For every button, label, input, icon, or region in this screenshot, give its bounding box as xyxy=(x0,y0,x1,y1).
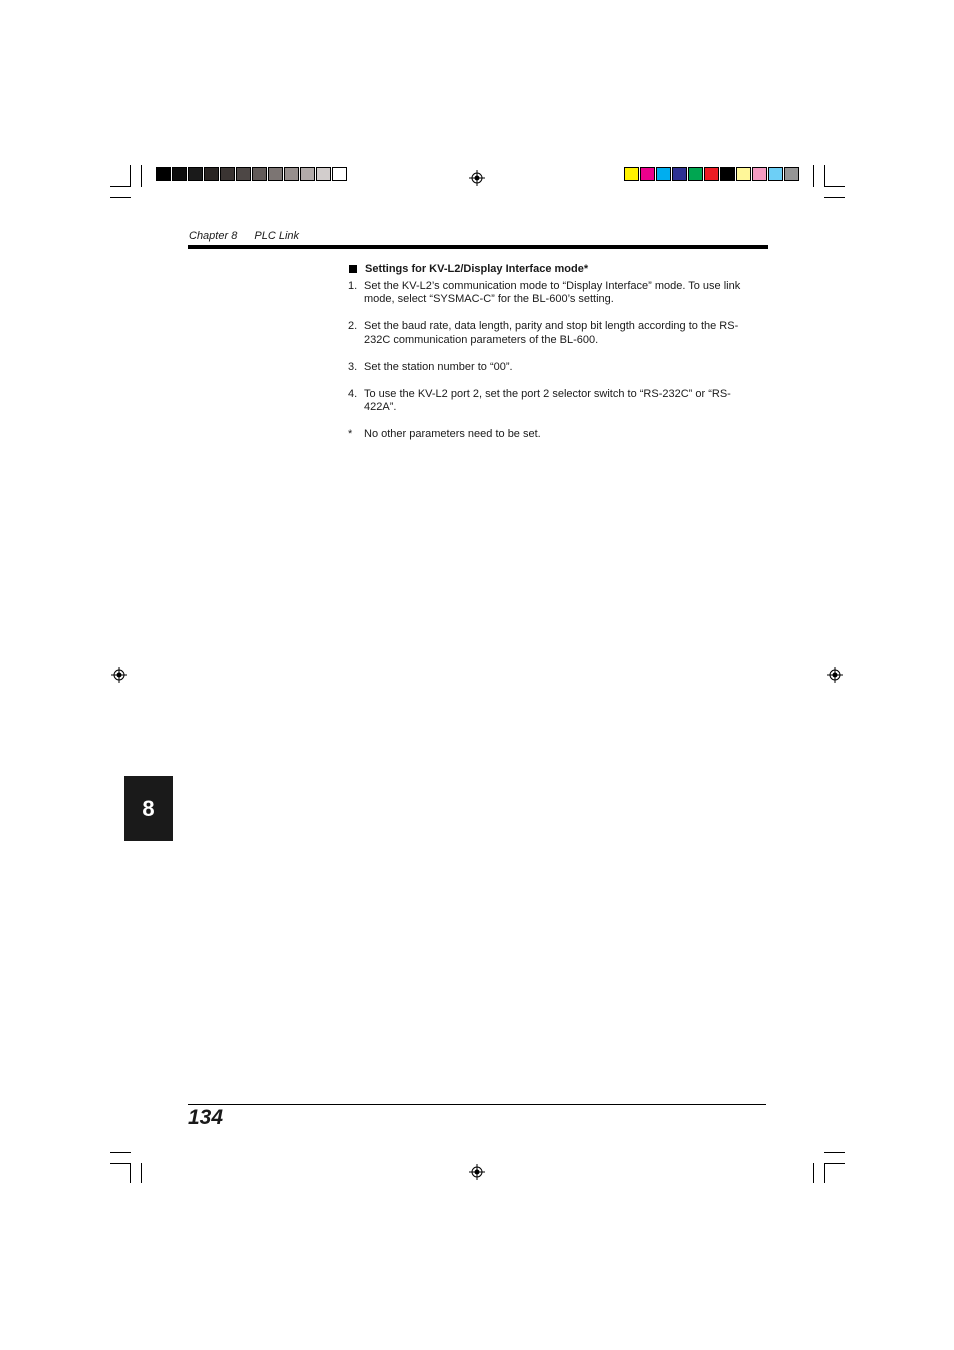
color-swatch xyxy=(316,167,331,181)
color-swatch xyxy=(268,167,283,181)
footnote-marker: * xyxy=(348,428,353,440)
list-item xyxy=(348,280,758,307)
footnote xyxy=(348,428,758,442)
crop-mark xyxy=(824,165,825,187)
color-swatch xyxy=(752,167,767,181)
color-swatch xyxy=(188,167,203,181)
crop-mark xyxy=(824,197,845,198)
header-section: PLC Link xyxy=(254,230,300,242)
registration-target-icon xyxy=(111,667,127,683)
crop-mark xyxy=(110,186,131,187)
color-swatch xyxy=(704,167,719,181)
header-chapter: Chapter 8 xyxy=(189,230,238,242)
crop-mark xyxy=(130,1163,131,1183)
color-swatch xyxy=(784,167,799,181)
grayscale-bar xyxy=(156,167,348,181)
heading-text: Settings for KV-L2/Display Interface mode* xyxy=(365,263,589,275)
item-number: 3. xyxy=(348,360,358,373)
crop-mark xyxy=(824,1152,845,1153)
header-rule xyxy=(188,245,768,249)
registration-target-icon xyxy=(469,170,485,186)
crop-mark xyxy=(141,165,142,187)
crop-mark xyxy=(813,1163,814,1183)
crop-mark xyxy=(110,197,131,198)
color-swatch xyxy=(236,167,251,181)
list-item xyxy=(348,388,758,415)
color-swatch xyxy=(672,167,687,181)
color-swatch xyxy=(688,167,703,181)
color-swatch xyxy=(156,167,171,181)
running-header xyxy=(189,230,313,242)
item-text: Set the station number to “00”. xyxy=(364,360,513,373)
color-bar xyxy=(624,167,800,181)
item-number: 4. xyxy=(348,387,358,400)
crop-mark xyxy=(824,186,845,187)
color-swatch xyxy=(656,167,671,181)
footer-rule xyxy=(188,1104,766,1105)
section-heading xyxy=(348,263,758,277)
square-bullet-icon xyxy=(349,265,357,273)
crop-mark xyxy=(110,1152,131,1153)
color-swatch xyxy=(204,167,219,181)
color-swatch xyxy=(172,167,187,181)
color-swatch xyxy=(624,167,639,181)
color-swatch xyxy=(720,167,735,181)
list-item xyxy=(348,361,758,375)
color-swatch xyxy=(284,167,299,181)
color-swatch xyxy=(300,167,315,181)
item-text: To use the KV-L2 port 2, set the port 2 selector switch to “RS-232C” or “RS-422A”. xyxy=(364,387,731,413)
list-item xyxy=(348,320,758,347)
color-swatch xyxy=(252,167,267,181)
crop-mark xyxy=(130,165,131,187)
crop-mark xyxy=(141,1163,142,1183)
color-swatch xyxy=(768,167,783,181)
registration-target-icon xyxy=(469,1164,485,1180)
color-swatch xyxy=(220,167,235,181)
crop-mark xyxy=(110,1163,131,1164)
crop-mark xyxy=(824,1163,845,1164)
page-number: 134 xyxy=(188,1106,224,1129)
color-swatch xyxy=(736,167,751,181)
main-content xyxy=(348,263,758,455)
item-text: Set the baud rate, data length, parity and stop bit length according to the RS-232C communication parameters of the BL-600. xyxy=(364,320,739,346)
registration-target-icon xyxy=(827,667,843,683)
item-text: Set the KV-L2’s communication mode to “Display Interface” mode. To use link mode, select “SYSMAC-C” for the BL-600’s setting. xyxy=(364,279,741,305)
color-swatch xyxy=(332,167,347,181)
color-swatch xyxy=(640,167,655,181)
crop-mark xyxy=(824,1163,825,1183)
item-number: 1. xyxy=(348,279,358,292)
chapter-tab: 8 xyxy=(124,776,173,841)
footnote-text: No other parameters need to be set. xyxy=(364,428,541,440)
crop-mark xyxy=(813,165,814,187)
item-number: 2. xyxy=(348,320,358,332)
